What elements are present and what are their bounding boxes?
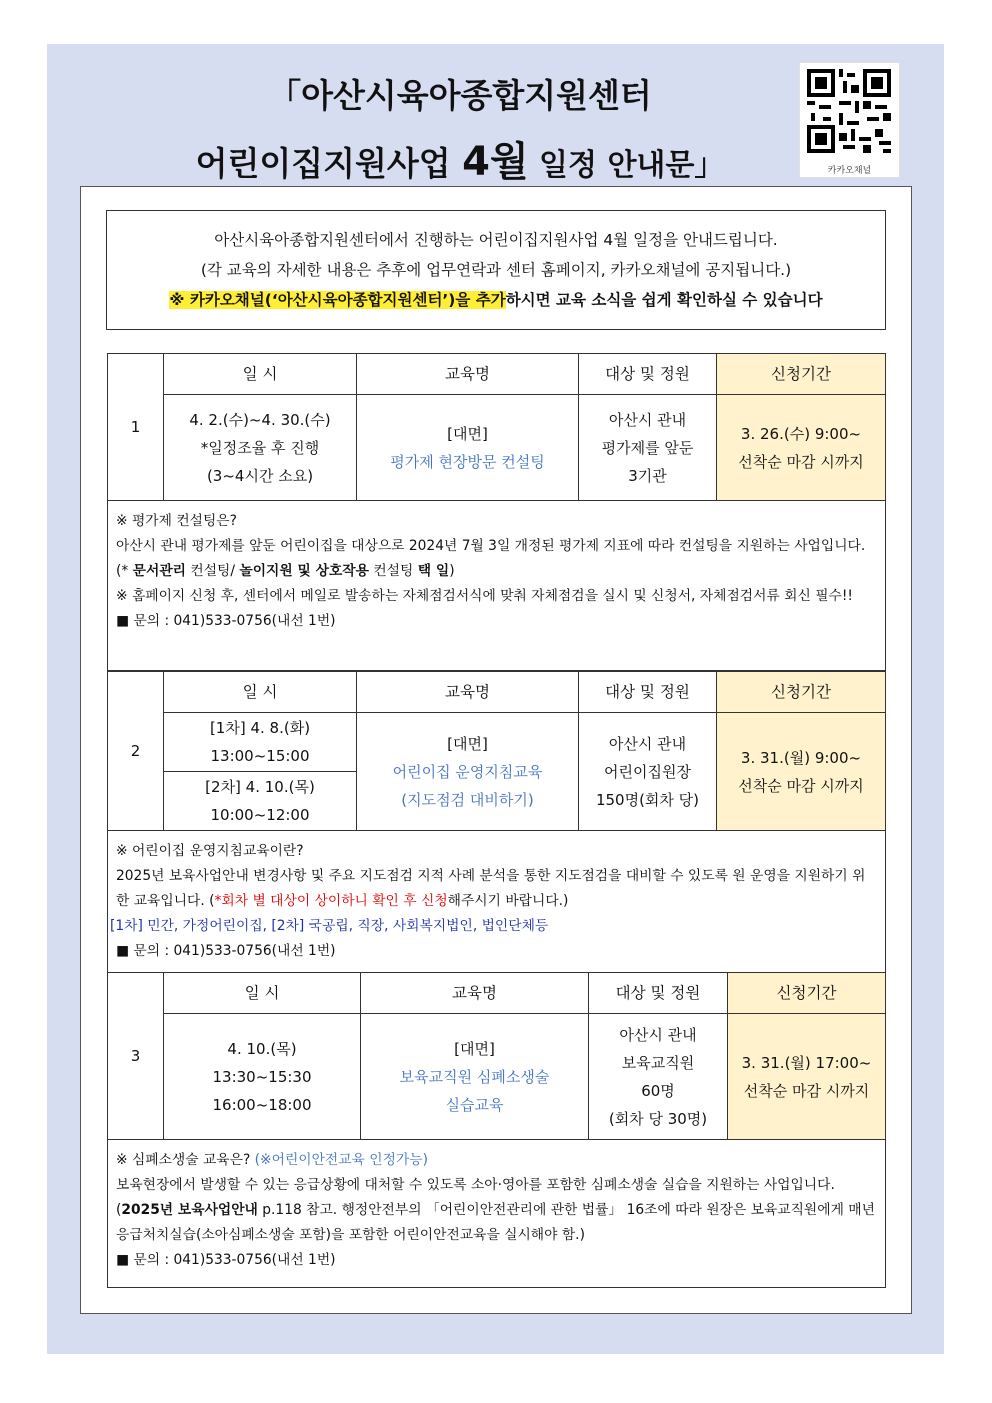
program-target: 아산시 관내 어린이집원장 150명(회차 당) — [579, 713, 717, 831]
program-target: 아산시 관내 평가제를 앞둔 3기관 — [579, 395, 717, 501]
header-period: 신청기간 — [717, 354, 886, 395]
intro-line2: (각 교육의 자세한 내용은 추후에 업무연락과 센터 홈페이지, 카카오채널에 공지됩니다.) — [200, 261, 792, 279]
intro-line1: 아산시육아종합지원센터에서 진행하는 어린이집지원사업 4월 일정을 안내드립니다. — [214, 231, 778, 249]
intro-box — [106, 210, 886, 330]
header-target: 대상 및 정원 — [579, 354, 717, 395]
contact-info: ■ 문의 : 041)533-0756(내선 1번) — [116, 613, 336, 629]
header-date: 일 시 — [164, 672, 357, 713]
program-table-2 — [107, 671, 886, 973]
page-title-line2: 어린이집지원사업 4월 일정 안내문」 — [195, 139, 725, 185]
header-date: 일 시 — [164, 973, 361, 1014]
program-period: 3. 31.(월) 9:00~ 선착순 마감 시까지 — [717, 713, 886, 831]
program-period: 3. 26.(수) 9:00~ 선착순 마감 시까지 — [717, 395, 886, 501]
program-target: 아산시 관내 보육교직원 60명 (회차 당 30명) — [589, 1014, 728, 1140]
header-name: 교육명 — [361, 973, 589, 1014]
session-2: [2차] 4. 10.(목) 10:00~12:00 — [164, 772, 357, 831]
program-name: [대면] 평가제 현장방문 컨설팅 — [357, 395, 579, 501]
qr-code-icon — [807, 69, 891, 153]
header-date: 일 시 — [164, 354, 357, 395]
program-date: 4. 10.(목) 13:30~15:30 16:00~18:00 — [164, 1014, 361, 1140]
page-title-line1: 「아산시육아종합지원센터 — [268, 76, 652, 115]
program-note: ※ 평가제 컨설팅은? 아산시 관내 평가제를 앞둔 어린이집을 대상으로 2024년 7월 3일 개정된 평가제 지표에 따라 컨설팅을 지원하는 사업입니다. (* 문서관리 컨설팅/ 놀이지원 및 상호작용 컨설팅 택 일) ※ 홈페이지 신청 후, 센터에서 메일로 발송하는 자체점검서식에 맞춰 자체점검을 실시 및 신청서, 자체점검서류 회신 필수!! ■ 문의 : 041)533-0756(내선 1번) — [108, 501, 886, 671]
header-period: 신청기간 — [717, 672, 886, 713]
program-note: ※ 심폐소생술 교육은? (※어린이안전교육 인정가능) 보육현장에서 발생할 수 있는 응급상황에 대처할 수 있도록 소아·영아를 포함한 심폐소생술 실습을 지원하는 사업입니다.(2025년 보육사업안내 p.118 참고. 행정안전부의 「어린이안전관리에 관한 법률」 16조에 따라 원장은 보육교직원에게 매년 응급처치실습(소아심폐소생술 포함)을 포함한 어린이안전교육을 실시해야 함.) ■ 문의 : 041)533-0756(내선 1번) — [108, 1140, 886, 1288]
program-name: [대면] 보육교직원 심폐소생술 실습교육 — [361, 1014, 589, 1140]
program-number: 1 — [108, 354, 164, 501]
contact-info: ■ 문의 : 041)533-0756(내선 1번) — [116, 1252, 336, 1268]
program-period: 3. 31.(월) 17:00~ 선착순 마감 시까지 — [728, 1014, 886, 1140]
contact-info: ■ 문의 : 041)533-0756(내선 1번) — [116, 943, 336, 959]
program-number: 3 — [108, 973, 164, 1140]
intro-line3: ※ 카카오채널(‘아산시육아종합지원센터’)을 추가하시면 교육 소식을 쉽게 확인하실 수 있습니다 — [169, 291, 823, 309]
program-date: 4. 2.(수)~4. 30.(수) *일정조율 후 진행 (3~4시간 소요) — [164, 395, 357, 501]
header-name: 교육명 — [357, 672, 579, 713]
program-table-1 — [107, 353, 886, 671]
header-name: 교육명 — [357, 354, 579, 395]
content-frame — [80, 186, 912, 1314]
header-target: 대상 및 정원 — [589, 973, 728, 1014]
program-note: ※ 어린이집 운영지침교육이란? 2025년 보육사업안내 변경사항 및 주요 지도점검 지적 사례 분석을 통한 지도점검을 대비할 수 있도록 원 운영을 지원하기 위한 교육입니다. (*회차 별 대상이 상이하니 확인 후 신청해주시기 바랍니다.) [1차] 민간, 가정어린이집, [2차] 국공립, 직장, 사회복지법인, 법인단체등 ■ 문의 : 041)533-0756(내선 1번) — [108, 831, 886, 973]
qr-caption: 카카오채널 — [827, 166, 872, 176]
header-target: 대상 및 정원 — [579, 672, 717, 713]
program-number: 2 — [108, 672, 164, 831]
session-1: [1차] 4. 8.(화) 13:00~15:00 — [164, 713, 357, 772]
program-table-3 — [107, 972, 886, 1288]
program-name: [대면] 어린이집 운영지침교육 (지도점검 대비하기) — [357, 713, 579, 831]
header-period: 신청기간 — [728, 973, 886, 1014]
kakao-channel-qr[interactable] — [799, 62, 900, 178]
